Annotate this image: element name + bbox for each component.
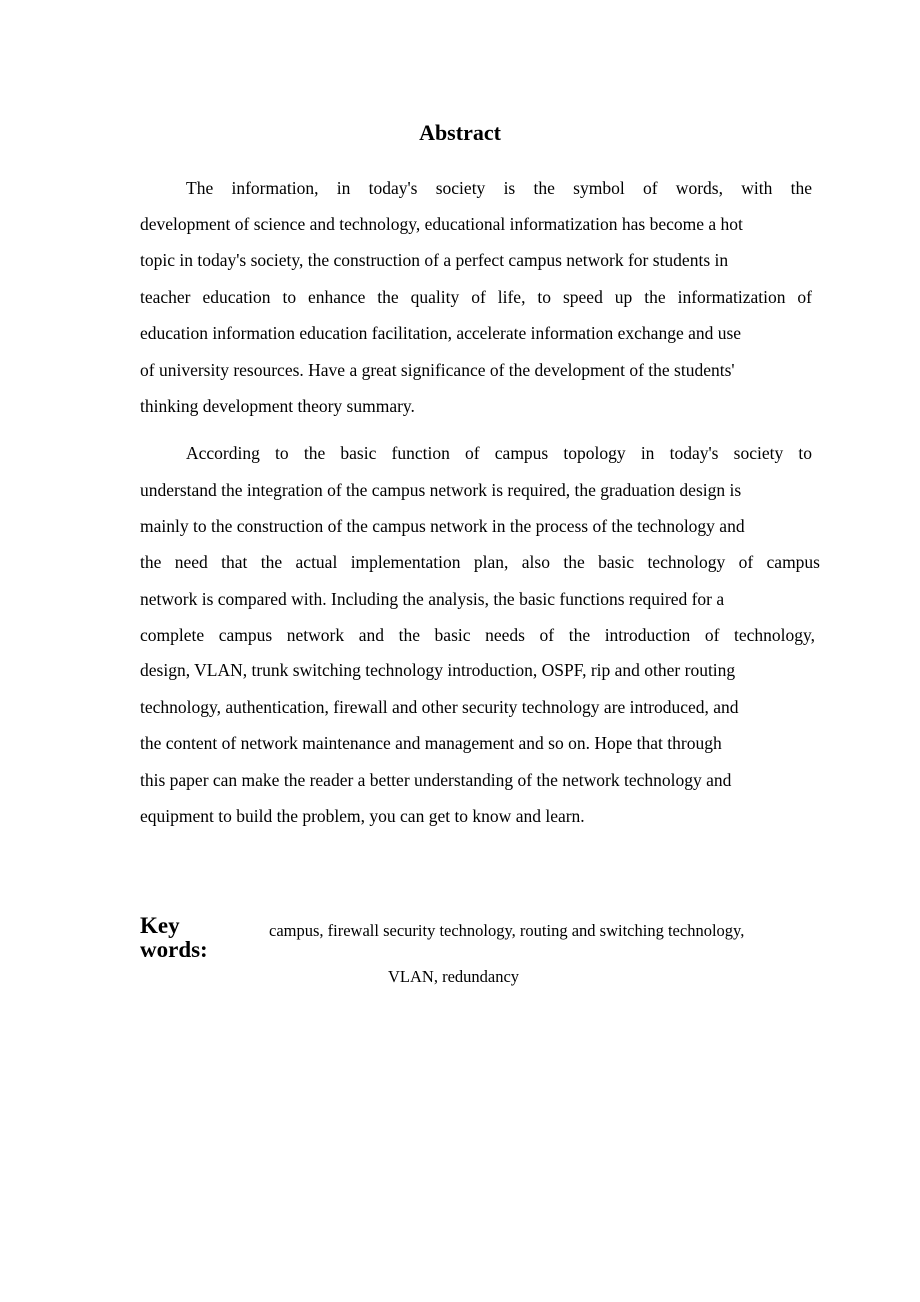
paragraph-line: of university resources. Have a great significance of the development of the students' bbox=[140, 360, 735, 380]
paragraph-line: thinking development theory summary. bbox=[140, 396, 415, 416]
abstract-title: Abstract bbox=[419, 120, 501, 145]
paragraph-line: topic in today's society, the construction of a perfect campus network for students in bbox=[140, 250, 729, 270]
paragraph-line: technology, authentication, firewall and other security technology are introduced, and bbox=[140, 697, 739, 717]
paragraph-line: According to the basic function of campus topology in today's society to bbox=[186, 443, 812, 463]
paragraph-line: The information, in today's society is the symbol of words, with the bbox=[186, 178, 812, 198]
paragraph-line: the need that the actual implementation plan, also the basic technology of campus bbox=[140, 552, 820, 572]
keywords-line-2: VLAN, redundancy bbox=[388, 967, 520, 986]
paragraph-line: network is compared with. Including the analysis, the basic functions required for a bbox=[140, 589, 725, 609]
keywords-line-1: campus, firewall security technology, routing and switching technology, bbox=[269, 921, 745, 940]
paragraph-line: understand the integration of the campus network is required, the graduation design is bbox=[140, 480, 742, 500]
paragraph-line: design, VLAN, trunk switching technology introduction, OSPF, rip and other routing bbox=[140, 660, 736, 680]
keywords-label-line1: Key bbox=[140, 913, 180, 938]
paragraph-line: complete campus network and the basic needs of the introduction of technology, bbox=[140, 625, 815, 645]
paragraph-line: development of science and technology, educational informatization has become a hot bbox=[140, 214, 743, 234]
paragraph-line: education information education facilitation, accelerate information exchange and use bbox=[140, 323, 742, 343]
paragraph-line: equipment to build the problem, you can get to know and learn. bbox=[140, 806, 585, 826]
paragraph-line: the content of network maintenance and management and so on. Hope that through bbox=[140, 733, 722, 753]
paragraph-line: mainly to the construction of the campus network in the process of the technology and bbox=[140, 516, 745, 536]
paragraph-line: this paper can make the reader a better understanding of the network technology and bbox=[140, 770, 732, 790]
paragraph-line: teacher education to enhance the quality of life, to speed up the informatization of bbox=[140, 287, 812, 307]
keywords-label-line2: words: bbox=[140, 937, 208, 962]
keywords-label bbox=[140, 914, 208, 962]
